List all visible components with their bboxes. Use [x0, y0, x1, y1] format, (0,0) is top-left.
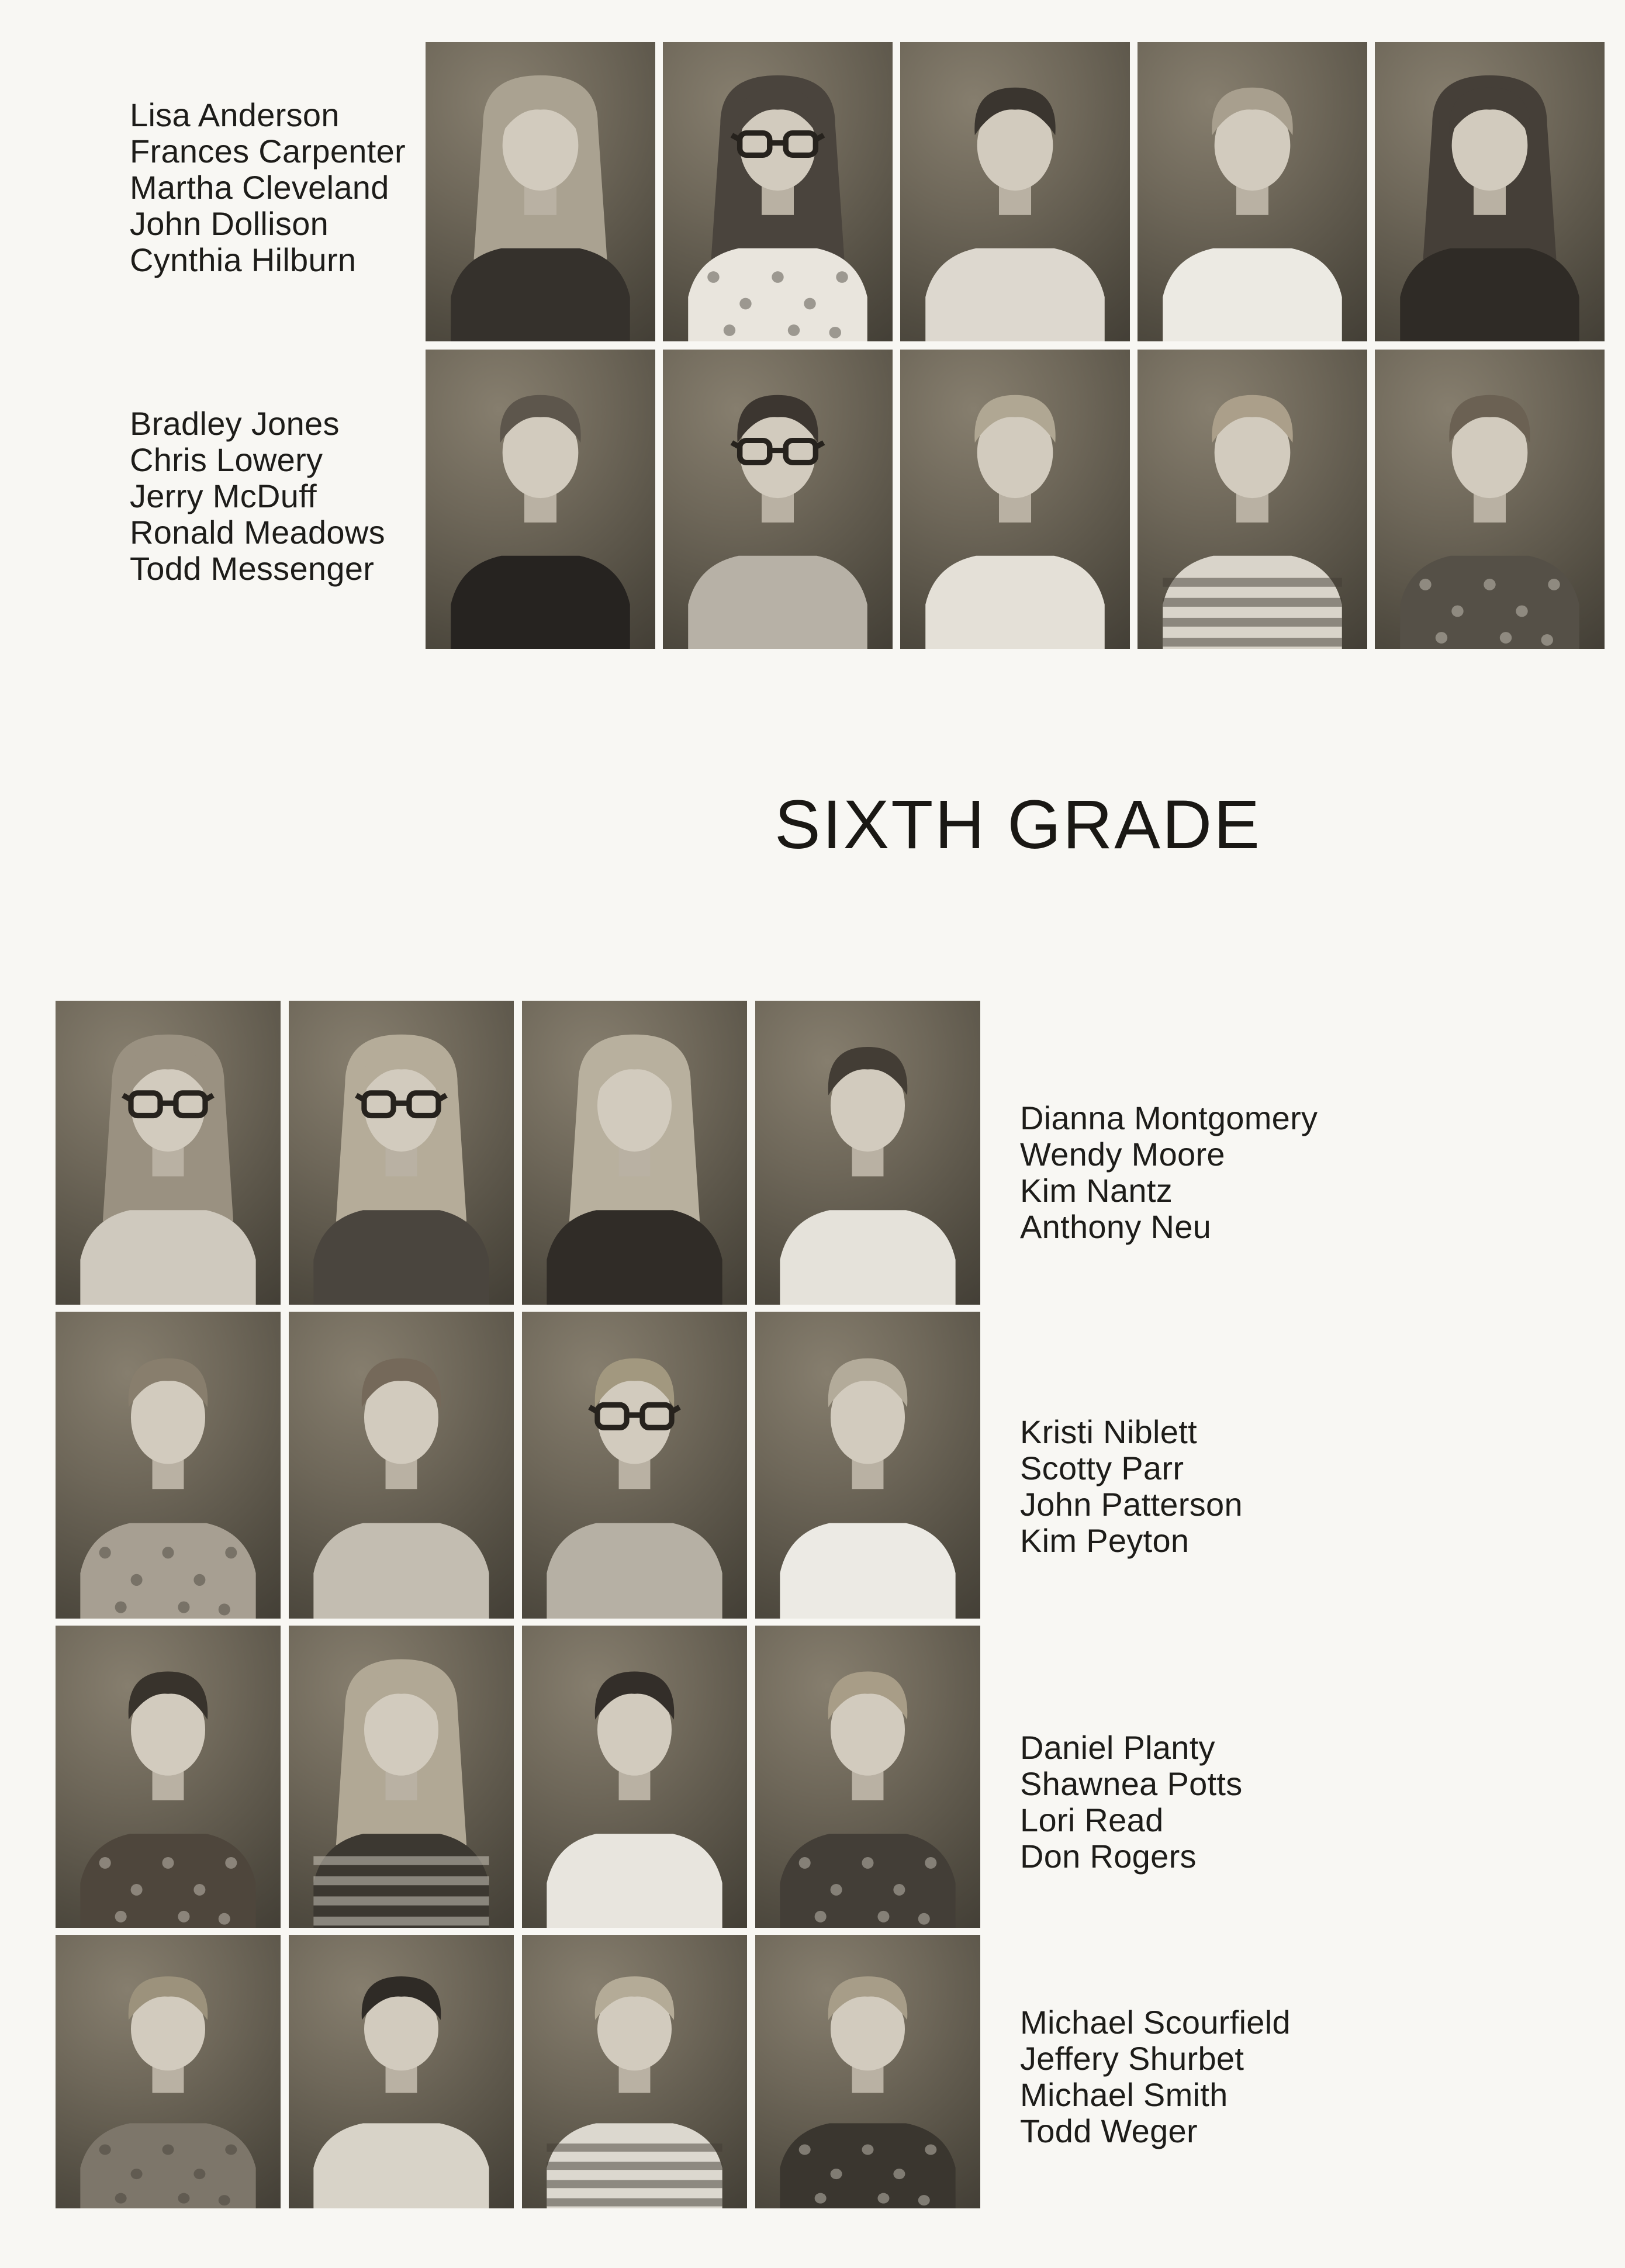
- portrait-photo-shawnea-potts: [289, 1626, 514, 1928]
- portrait-photo-lori-read: [522, 1626, 747, 1928]
- portrait-photo-bradley-jones: [426, 350, 655, 649]
- student-name: Martha Cleveland: [130, 169, 389, 206]
- portrait-illustration: [900, 42, 1130, 341]
- student-name: Kim Nantz: [1020, 1172, 1173, 1209]
- student-name: Scotty Parr: [1020, 1450, 1184, 1486]
- portrait-illustration: [522, 1626, 747, 1928]
- portrait-illustration: [289, 1935, 514, 2208]
- student-name: Jerry McDuff: [130, 478, 317, 514]
- student-name: Chris Lowery: [130, 441, 323, 478]
- portrait-illustration: [1138, 350, 1367, 649]
- portrait-photo-john-dollison: [1138, 42, 1367, 341]
- student-name: Frances Carpenter: [130, 133, 406, 170]
- portrait-illustration: [426, 350, 655, 649]
- portrait-photo-anthony-neu: [755, 1001, 980, 1305]
- portrait-illustration: [755, 1935, 980, 2208]
- portrait-photo-todd-messenger: [1375, 350, 1605, 649]
- student-name: Lisa Anderson: [130, 96, 340, 133]
- portrait-illustration: [1138, 42, 1367, 341]
- portrait-photo-daniel-planty: [56, 1626, 281, 1928]
- portrait-photo-frances-carpenter: [663, 42, 893, 341]
- portrait-photo-kristi-niblett: [56, 1312, 281, 1619]
- portrait-illustration: [522, 1001, 747, 1305]
- portrait-illustration: [755, 1312, 980, 1619]
- portrait-photo-wendy-moore: [289, 1001, 514, 1305]
- student-name: Michael Smith: [1020, 2076, 1228, 2113]
- portrait-illustration: [755, 1001, 980, 1305]
- name-list-bottom-row-1: [1020, 1100, 1318, 1245]
- portrait-illustration: [289, 1626, 514, 1928]
- portrait-illustration: [522, 1312, 747, 1619]
- portrait-photo-todd-weger: [755, 1935, 980, 2208]
- student-name: Daniel Planty: [1020, 1729, 1215, 1766]
- portrait-photo-jerry-mcduff: [900, 350, 1130, 649]
- student-name: Wendy Moore: [1020, 1136, 1225, 1173]
- portrait-illustration: [663, 42, 893, 341]
- portrait-photo-dianna-montgomery: [56, 1001, 281, 1305]
- portrait-illustration: [56, 1312, 281, 1619]
- student-name: Cynthia Hilburn: [130, 241, 357, 278]
- portrait-illustration: [1375, 42, 1605, 341]
- portrait-photo-kim-peyton: [755, 1312, 980, 1619]
- student-name: Michael Scourfield: [1020, 2004, 1291, 2041]
- portrait-illustration: [56, 1626, 281, 1928]
- name-list-top-row-1: [130, 97, 406, 278]
- portrait-photo-don-rogers: [755, 1626, 980, 1928]
- student-name: Bradley Jones: [130, 405, 340, 442]
- name-list-bottom-row-3: [1020, 1730, 1243, 1875]
- name-list-top-row-2: [130, 406, 385, 587]
- portrait-photo-john-patterson: [522, 1312, 747, 1619]
- portrait-illustration: [289, 1312, 514, 1619]
- page-title: SIXTH GRADE: [775, 786, 1261, 863]
- portrait-photo-chris-lowery: [663, 350, 893, 649]
- portrait-photo-jeffery-shurbet: [289, 1935, 514, 2208]
- student-name: Dianna Montgomery: [1020, 1100, 1318, 1136]
- portrait-illustration: [1375, 350, 1605, 649]
- name-list-bottom-row-4: [1020, 2004, 1291, 2149]
- student-name: Ronald Meadows: [130, 514, 385, 551]
- name-list-bottom-row-2: [1020, 1414, 1243, 1559]
- portrait-photo-lisa-anderson: [426, 42, 655, 341]
- portrait-photo-michael-scourfield: [56, 1935, 281, 2208]
- bottom-photo-grid: [56, 1001, 980, 2208]
- student-name: Todd Messenger: [130, 550, 375, 587]
- student-name: Todd Weger: [1020, 2113, 1198, 2149]
- portrait-photo-kim-nantz: [522, 1001, 747, 1305]
- student-name: John Dollison: [130, 205, 329, 242]
- portrait-photo-michael-smith: [522, 1935, 747, 2208]
- portrait-illustration: [426, 42, 655, 341]
- student-name: Don Rogers: [1020, 1838, 1197, 1875]
- portrait-illustration: [56, 1001, 281, 1305]
- portrait-photo-martha-cleveland: [900, 42, 1130, 341]
- student-name: Kim Peyton: [1020, 1522, 1190, 1559]
- student-name: Shawnea Potts: [1020, 1765, 1243, 1802]
- student-name: John Patterson: [1020, 1486, 1243, 1523]
- portrait-illustration: [522, 1935, 747, 2208]
- portrait-photo-cynthia-hilburn: [1375, 42, 1605, 341]
- portrait-illustration: [900, 350, 1130, 649]
- portrait-photo-ronald-meadows: [1138, 350, 1367, 649]
- portrait-illustration: [289, 1001, 514, 1305]
- top-photo-grid: [426, 42, 1605, 649]
- portrait-illustration: [663, 350, 893, 649]
- portrait-illustration: [755, 1626, 980, 1928]
- student-name: Anthony Neu: [1020, 1208, 1212, 1245]
- student-name: Jeffery Shurbet: [1020, 2040, 1244, 2077]
- student-name: Lori Read: [1020, 1802, 1164, 1838]
- portrait-illustration: [56, 1935, 281, 2208]
- portrait-photo-scotty-parr: [289, 1312, 514, 1619]
- student-name: Kristi Niblett: [1020, 1413, 1197, 1450]
